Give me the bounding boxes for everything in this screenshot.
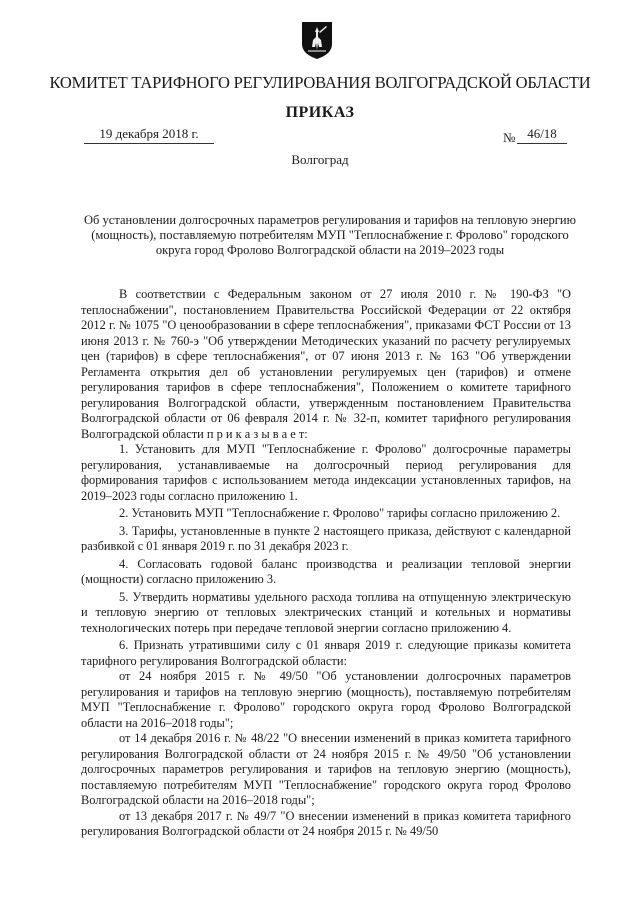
order-number: 46/18 — [517, 126, 567, 144]
clause-6: 6. Признать утратившими силу с 01 января 2019 г. следующие приказы комитета тарифного регулирования Волгоградской области: — [81, 638, 571, 668]
repealed-order-3: от 13 декабря 2017 г. № 49/7 "О внесении изменений в приказ комитета тарифного регулирования Волгоградской области от 24 ноября 2015 г. № 49/50 — [81, 808, 571, 838]
committee-name: КОМИТЕТ ТАРИФНОГО РЕГУЛИРОВАНИЯ ВОЛГОГРАДСКОЙ ОБЛАСТИ — [49, 73, 591, 92]
order-body — [81, 287, 571, 840]
number-sign: № — [503, 130, 516, 145]
order-date: 19 декабря 2018 г. — [84, 126, 214, 144]
volgograd-coat-of-arms-icon — [300, 20, 334, 60]
clause-4: 4. Согласовать годовой баланс производства и реализации тепловой энергии (мощности) согласно приложению 3. — [81, 556, 571, 586]
clause-1: 1. Установить для МУП "Теплоснабжение г. Фролово" долгосрочные параметры регулирования, устанавливаемые на долгосрочный период регулирования для формирования тарифов с использованием метода индексации установленных тарифов, на 2019–2023 годы согласно приложению 1. — [81, 442, 571, 503]
clause-3: 3. Тарифы, установленные в пункте 2 настоящего приказа, действуют с календарной разбивкой с 01 января 2019 г. по 31 декабря 2023 г. — [81, 523, 571, 553]
clause-5: 5. Утвердить нормативы удельного расхода топлива на отпущенную электрическую и тепловую энергию от тепловых электрических станций и котельных и нормативы технологических потерь при передаче тепловой энергии согласно приложению 4. — [81, 589, 571, 635]
city: Волгоград — [291, 152, 349, 167]
clause-2: 2. Установить МУП "Теплоснабжение г. Фролово" тарифы согласно приложению 2. — [119, 506, 561, 520]
repealed-order-1: от 24 ноября 2015 г. № 49/50 "Об установлении долгосрочных параметров регулирования и тарифов на тепловую энергию (мощность), поставляемую потребителям МУП "Теплоснабжение г. Фролово" городского округа город Фролово Волгоградской области на 2016–2018 годы"; — [81, 669, 571, 730]
order-subject: Об установлении долгосрочных параметров регулирования и тарифов на тепловую энергию (мощность), поставляемую потребителям МУП "Теплоснабжение г. Фролово" городского округа город Фролово Волгоградской области на 2019–2023 годы — [84, 213, 576, 257]
order-title: ПРИКАЗ — [285, 104, 355, 121]
preamble-paragraph: В соответствии с Федеральным законом от 27 июля 2010 г. № 190-ФЗ "О теплоснабжении", постановлением Правительства Российской Федерации от 22 октября 2012 г. № 1075 "О ценообразовании в сфере теплоснабжения", приказами ФСТ России от 13 июня 2013 г. № 760-э "Об утверждении Методических указаний по расчету регулируемых цен (тарифов) в сфере теплоснабжения", от 07 июня 2013 г. № 163 "Об утверждении Регламента открытия дел об установлении регулируемых цен (тарифов) и отмене регулирования тарифов в сфере теплоснабжения", Положением о комитете тарифного регулирования Волгоградской области, утвержденным постановлением Правительства Волгоградской области от 06 февраля 2014 г. № 32-п, комитет тарифного регулирования Волгоградской области п р и к а з ы в а е т: — [81, 287, 571, 441]
repealed-order-2: от 14 декабря 2016 г. № 48/22 "О внесении изменений в приказ комитета тарифного регулирования Волгоградской области от 24 ноября 2015 г. № 49/50 "Об установлении долгосрочных параметров регулирования и тарифов на тепловую энергию (мощность), поставляемую потребителям МУП "Теплоснабжение" городского округа город Фролово Волгоградской области на 2016–2018 годы"; — [81, 731, 571, 807]
